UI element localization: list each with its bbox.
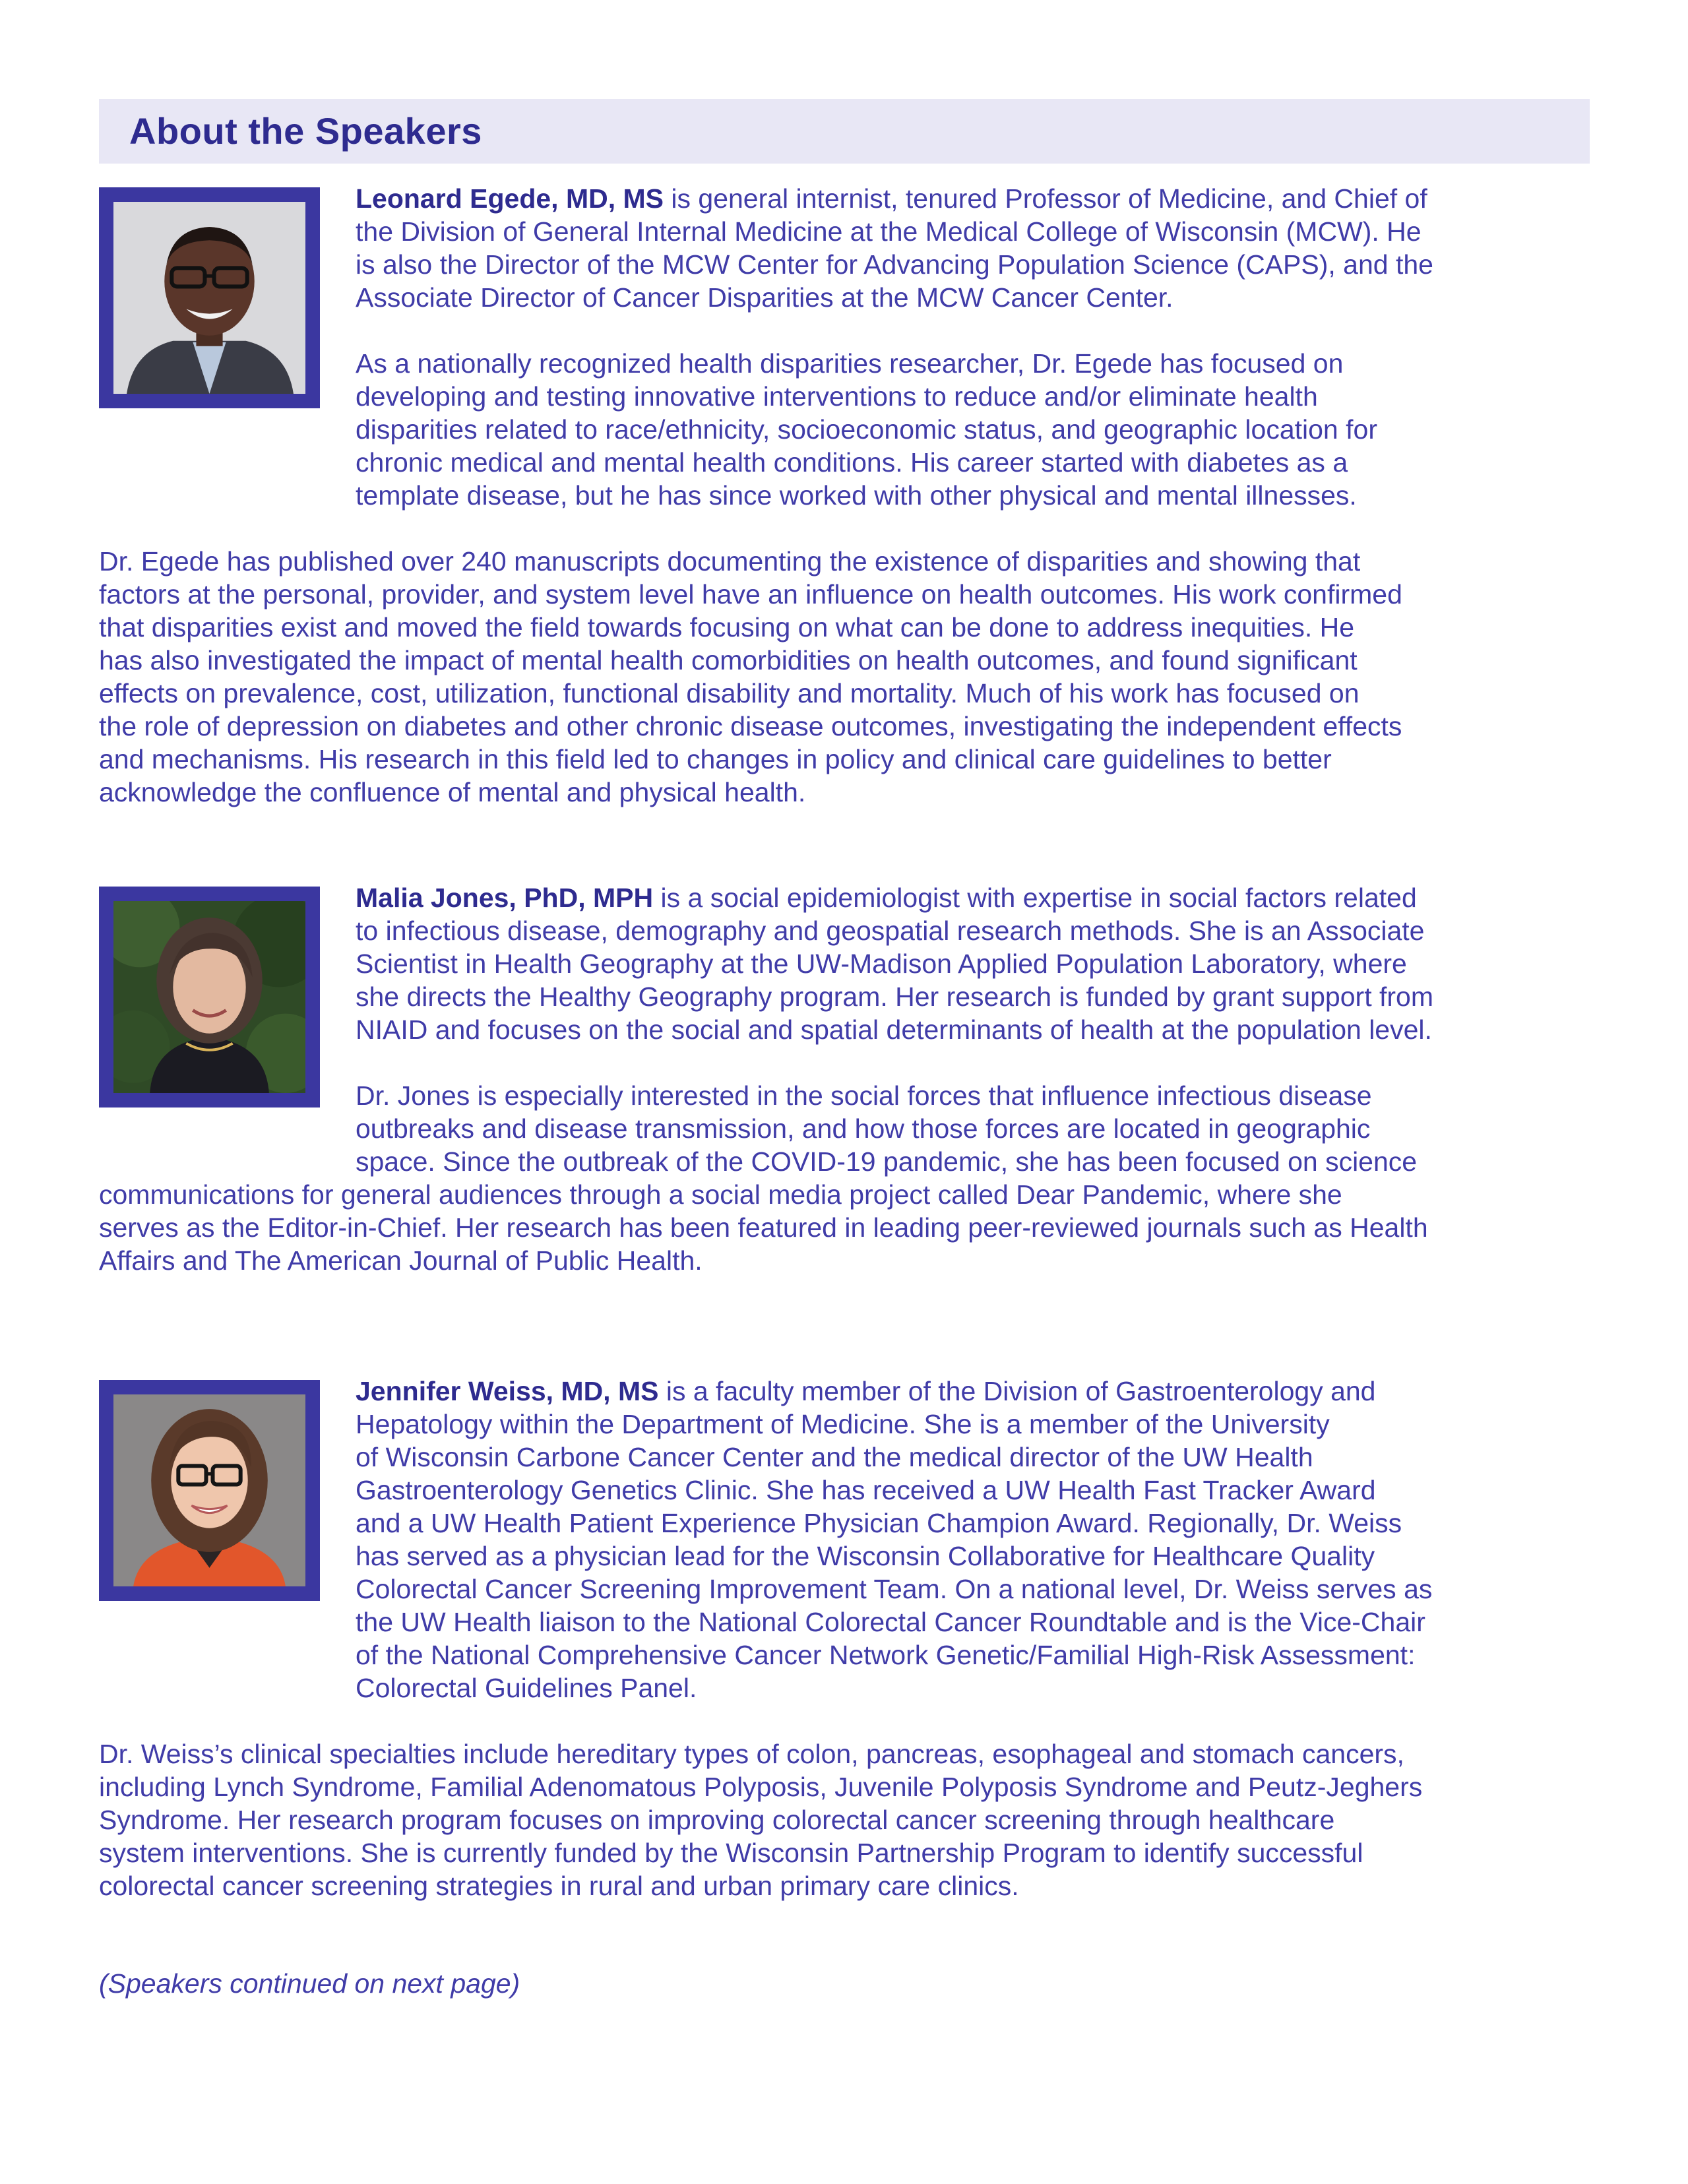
bio-line: effects on prevalence, cost, utilization, functional disability and mortality. Much of his work has focused on [99,678,1360,708]
bio-line: and mechanisms. His research in this field led to changes in policy and clinical care guidelines to better [99,744,1332,774]
continued-note: (Speakers continued on next page) [99,1968,520,1999]
portrait-image [113,1394,305,1586]
speaker-photo-egede [99,187,320,408]
bio-line: Jennifer Weiss, MD, MS is a faculty member of the Division of Gastroenterology and [356,1376,1376,1406]
speaker-bio-jones-continued [99,1178,1596,1277]
speaker-name: Leonard Egede, MD, MS [356,183,664,214]
bio-line: developing and testing innovative interventions to reduce and/or eliminate health [356,381,1318,412]
bio-line: colorectal cancer screening strategies in rural and urban primary care clinics. [99,1871,1019,1901]
bio-line: Colorectal Guidelines Panel. [356,1673,697,1703]
bio-line: outbreaks and disease transmission, and how those forces are located in geographic [356,1113,1371,1144]
bio-line: Dr. Jones is especially interested in the social forces that influence infectious disease [356,1080,1372,1111]
bio-line: of the National Comprehensive Cancer Network Genetic/Familial High-Risk Assessment: [356,1640,1416,1670]
bio-line: that disparities exist and moved the field towards focusing on what can be done to address inequities. He [99,612,1355,642]
page-title: About the Speakers [129,110,482,152]
bio-line: NIAID and focuses on the social and spatial determinants of health at the population level. [356,1014,1432,1045]
bio-line: the UW Health liaison to the National Colorectal Cancer Roundtable and is the Vice-Chair [356,1607,1425,1637]
bio-line: system interventions. She is currently funded by the Wisconsin Partnership Program to identify successful [99,1838,1363,1868]
bio-line: space. Since the outbreak of the COVID-19 pandemic, she has been focused on science [356,1146,1418,1177]
bio-line: including Lynch Syndrome, Familial Adenomatous Polyposis, Juvenile Polyposis Syndrome and Peutz-Jeghers [99,1772,1423,1802]
bio-line: has served as a physician lead for the Wisconsin Collaborative for Healthcare Quality [356,1541,1375,1571]
speaker-name: Malia Jones, PhD, MPH [356,883,654,913]
bio-line: template disease, but he has since worked with other physical and mental illnesses. [356,480,1357,511]
bio-line [356,314,1596,347]
bio-line: is also the Director of the MCW Center for Advancing Population Science (CAPS), and the [356,249,1433,280]
speaker-photo-jones [99,887,320,1108]
bio-line: Gastroenterology Genetics Clinic. She has received a UW Health Fast Tracker Award [356,1475,1376,1505]
bio-line [356,1046,1596,1079]
section-header [99,99,1590,164]
bio-line: Hepatology within the Department of Medicine. She is a member of the University [356,1409,1330,1439]
bio-line: Associate Director of Cancer Disparities at the MCW Cancer Center. [356,282,1173,313]
speaker-bio-egede-continued [99,545,1596,809]
bio-line: Dr. Weiss’s clinical specialties include hereditary types of colon, pancreas, esophageal and stomach cancers, [99,1739,1404,1769]
bio-line: the Division of General Internal Medicine at the Medical College of Wisconsin (MCW). He [356,216,1422,247]
bio-line: Colorectal Cancer Screening Improvement Team. On a national level, Dr. Weiss serves as [356,1574,1433,1604]
bio-line: of Wisconsin Carbone Cancer Center and the medical director of the UW Health [356,1442,1313,1472]
bio-line: Malia Jones, PhD, MPH is a social epidemiologist with expertise in social factors related [356,883,1417,913]
speaker-bio-egede [356,182,1596,512]
bio-line: has also investigated the impact of mental health comorbidities on health outcomes, and found significant [99,645,1358,675]
bio-line: and a UW Health Patient Experience Physician Champion Award. Regionally, Dr. Weiss [356,1508,1402,1538]
bio-line: the role of depression on diabetes and other chronic disease outcomes, investigating the independent effects [99,711,1402,741]
speaker-photo-weiss [99,1380,320,1601]
bio-line: chronic medical and mental health conditions. His career started with diabetes as a [356,447,1348,478]
bio-line: she directs the Healthy Geography program. Her research is funded by grant support from [356,982,1433,1012]
bio-line: Leonard Egede, MD, MS is general internist, tenured Professor of Medicine, and Chief of [356,183,1427,214]
speaker-name: Jennifer Weiss, MD, MS [356,1376,659,1406]
bio-line: disparities related to race/ethnicity, socioeconomic status, and geographic location for [356,414,1377,445]
bio-line: to infectious disease, demography and geospatial research methods. She is an Associate [356,916,1425,946]
bio-line: acknowledge the confluence of mental and physical health. [99,777,806,807]
bio-line: Affairs and The American Journal of Public Health. [99,1245,703,1276]
bio-line: Scientist in Health Geography at the UW-Madison Applied Population Laboratory, where [356,949,1407,979]
portrait-image [113,901,305,1093]
speaker-bio-weiss-continued [99,1737,1596,1902]
bio-line: serves as the Editor-in-Chief. Her research has been featured in leading peer-reviewed journals such as Health [99,1212,1428,1243]
bio-line: As a nationally recognized health disparities researcher, Dr. Egede has focused on [356,348,1344,379]
bio-line: Dr. Egede has published over 240 manuscripts documenting the existence of disparities and showing that [99,546,1361,577]
bio-line: Syndrome. Her research program focuses on improving colorectal cancer screening through healthcare [99,1805,1335,1835]
portrait-image [113,202,305,394]
bio-line: communications for general audiences through a social media project called Dear Pandemic, where she [99,1179,1342,1210]
speaker-bio-jones [356,881,1596,1178]
speaker-bio-weiss [356,1375,1596,1704]
bio-line: factors at the personal, provider, and system level have an influence on health outcomes. His work confirmed [99,579,1402,609]
